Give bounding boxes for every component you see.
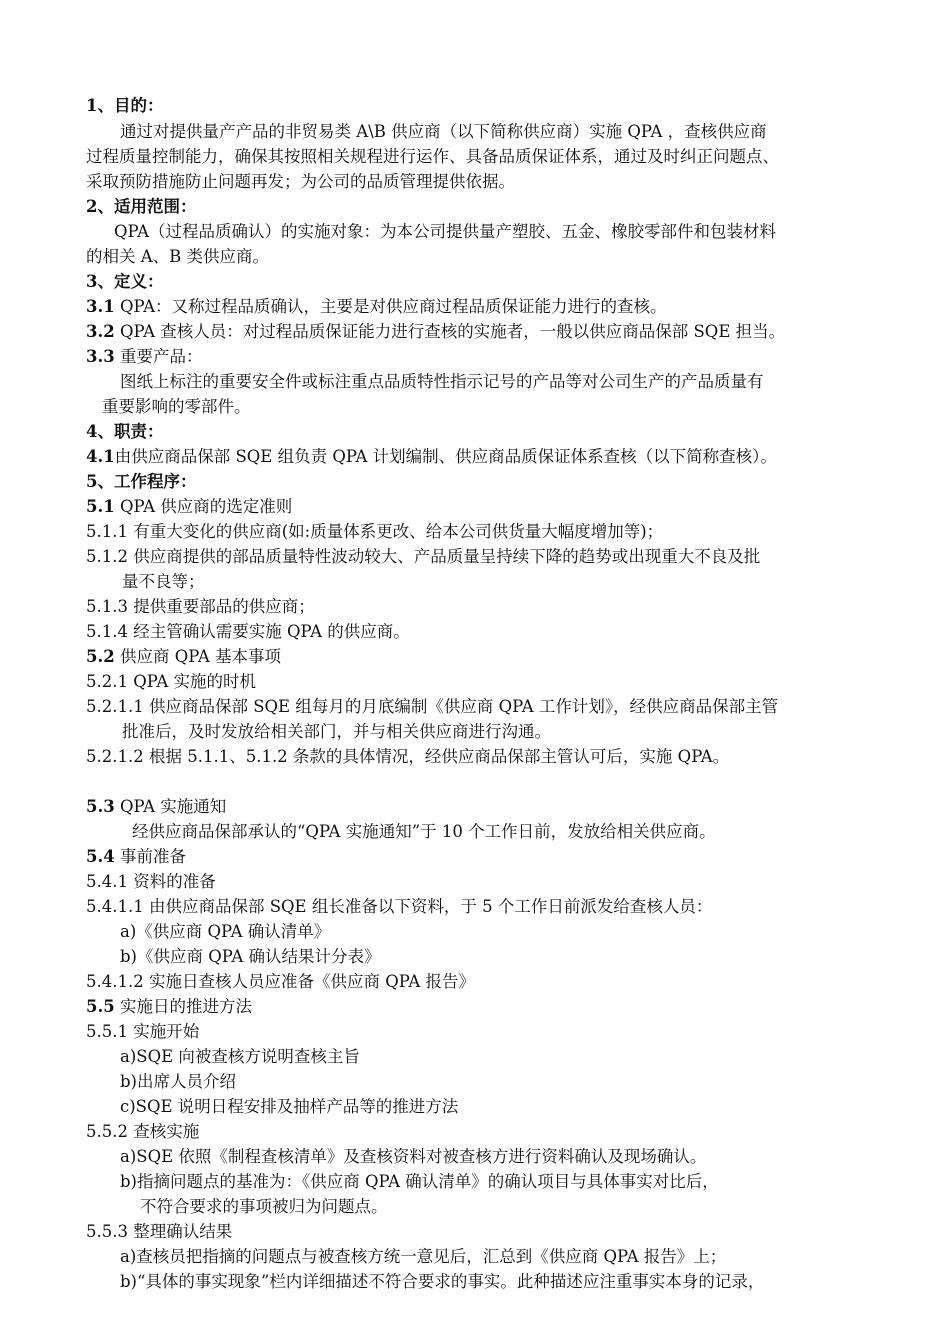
section-5-4 (86, 846, 186, 868)
section-number: 4.1 (86, 447, 115, 466)
section-text: 重要产品： (114, 347, 203, 366)
item-5-5-2-b-line-2: 不符合要求的事项被归为问题点。 (140, 1197, 388, 1216)
item-5-5-2-a: a)SQE 依照《制程查核清单》及查核资料对被查核方进行资料确认及现场确认。 (120, 1147, 707, 1166)
responsibility-4-1 (86, 446, 777, 468)
section-text: 事前准备 (114, 847, 186, 866)
item-5-2-1-2: 5.2.1.2 根据 5.1.1、5.1.2 条款的具体情况，经供应商品保部主管认可后，实施 QPA。 (86, 747, 730, 766)
item-5-1-1: 5.1.1 有重大变化的供应商(如:质量体系更改、给本公司供货量大幅度增加等)； (86, 522, 664, 541)
section-number: 5.1 (86, 497, 115, 516)
section-number: 5.4 (86, 847, 115, 866)
section-number: 3.3 (86, 347, 115, 366)
section-text: 由供应商品保部 SQE 组负责 QPA 计划编制、供应商品质保证体系查核（以下简称查核）。 (114, 447, 777, 466)
section-number: 3.1 (86, 297, 115, 316)
item-5-2-1-1-line-2: 批准后，及时发放给相关部门，并与相关供应商进行沟通。 (122, 722, 551, 741)
item-5-4-1-1-b: b)《供应商 QPA 确认结果计分表》 (120, 947, 381, 966)
section-number: 5.2 (86, 647, 115, 666)
item-5-5-1-c: c)SQE 说明日程安排及抽样产品等的推进方法 (120, 1097, 459, 1116)
item-5-4-1: 5.4.1 资料的准备 (86, 872, 216, 891)
section-text: QPA 供应商的选定准则 (114, 497, 293, 516)
purpose-text-line-2: 过程质量控制能力，确保其按照相关规程进行运作、具备品质保证体系，通过及时纠正问题点、 (86, 147, 779, 166)
item-5-5-1-a: a)SQE 向被查核方说明查核主旨 (120, 1047, 360, 1066)
item-5-2-1: 5.2.1 QPA 实施的时机 (86, 672, 257, 691)
heading-responsibilities: 4、职责： (86, 422, 164, 441)
section-5-3 (86, 796, 226, 818)
item-5-5-1: 5.5.1 实施开始 (86, 1022, 200, 1041)
definition-3-3-line-1: 图纸上标注的重要安全件或标注重点品质特性指示记号的产品等对公司生产的产品质量有 (120, 372, 764, 391)
item-5-1-2-line-2: 量不良等； (122, 572, 205, 591)
item-5-5-3-b: b)“具体的事实现象”栏内详细描述不符合要求的事实。此种描述应注重事实本身的记录， (120, 1272, 765, 1291)
definition-3-1 (86, 296, 667, 318)
section-5-2 (86, 646, 281, 668)
section-5-3-line-1: 经供应商品保部承认的“QPA 实施通知”于 10 个工作日前，发放给相关供应商。 (132, 822, 716, 841)
item-5-5-3: 5.5.3 整理确认结果 (86, 1222, 233, 1241)
section-text: QPA 查核人员：对过程品质保证能力进行查核的实施者，一般以供应商品保部 SQE 担当。 (114, 322, 786, 341)
scope-text-line-1: QPA（过程品质确认）的实施对象：为本公司提供量产塑胶、五金、橡胶零部件和包装材料 (114, 222, 777, 241)
item-5-5-2: 5.5.2 查核实施 (86, 1122, 200, 1141)
section-5-5 (86, 996, 252, 1018)
section-text: 实施日的推进方法 (114, 997, 252, 1016)
section-text: QPA：又称过程品质确认，主要是对供应商过程品质保证能力进行的查核。 (114, 297, 667, 316)
item-5-5-3-a: a)查核员把指摘的问题点与被查核方统一意见后，汇总到《供应商 QPA 报告》上； (120, 1247, 727, 1266)
section-number: 3.2 (86, 322, 115, 341)
heading-definitions: 3、定义： (86, 272, 164, 291)
item-5-4-1-2: 5.4.1.2 实施日查核人员应准备《供应商 QPA 报告》 (86, 972, 475, 991)
purpose-text-line-1: 通过对提供量产产品的非贸易类 A\B 供应商（以下简称供应商）实施 QPA ，查核供应商 (120, 122, 767, 141)
item-5-4-1-1-a: a)《供应商 QPA 确认清单》 (120, 922, 331, 941)
section-number: 5.3 (86, 797, 115, 816)
section-text: 供应商 QPA 基本事项 (114, 647, 281, 666)
definition-3-3 (86, 346, 202, 368)
item-5-5-1-b: b)出席人员介绍 (120, 1072, 236, 1091)
section-number: 5.5 (86, 997, 115, 1016)
definition-3-2 (86, 321, 785, 343)
definition-3-3-line-2: 重要影响的零部件。 (102, 397, 251, 416)
heading-scope: 2、适用范围： (86, 197, 197, 216)
item-5-4-1-1: 5.4.1.1 由供应商品保部 SQE 组长准备以下资料，于 5 个工作日前派发给查核人员： (86, 897, 713, 916)
heading-purpose: 1、目的： (86, 96, 164, 115)
heading-procedure: 5、工作程序： (86, 472, 197, 491)
item-5-2-1-1-line-1: 5.2.1.1 供应商品保部 SQE 组每月的月底编制《供应商 QPA 工作计划》，经供应商品保部主管 (86, 697, 779, 716)
item-5-1-4: 5.1.4 经主管确认需要实施 QPA 的供应商。 (86, 622, 410, 641)
item-5-1-2-line-1: 5.1.2 供应商提供的部品质量特性波动较大、产品质量呈持续下降的趋势或出现重大不良及批 (86, 547, 761, 566)
section-text: QPA 实施通知 (114, 797, 227, 816)
item-5-1-3: 5.1.3 提供重要部品的供应商； (86, 597, 315, 616)
purpose-text-line-3: 采取预防措施防止问题再发；为公司的品质管理提供依据。 (86, 172, 515, 191)
scope-text-line-2: 的相关 A、B 类供应商。 (86, 247, 270, 266)
section-5-1 (86, 496, 292, 518)
item-5-5-2-b-line-1: b)指摘问题点的基准为：《供应商 QPA 确认清单》的确认项目与具体事实对比后， (120, 1172, 719, 1191)
